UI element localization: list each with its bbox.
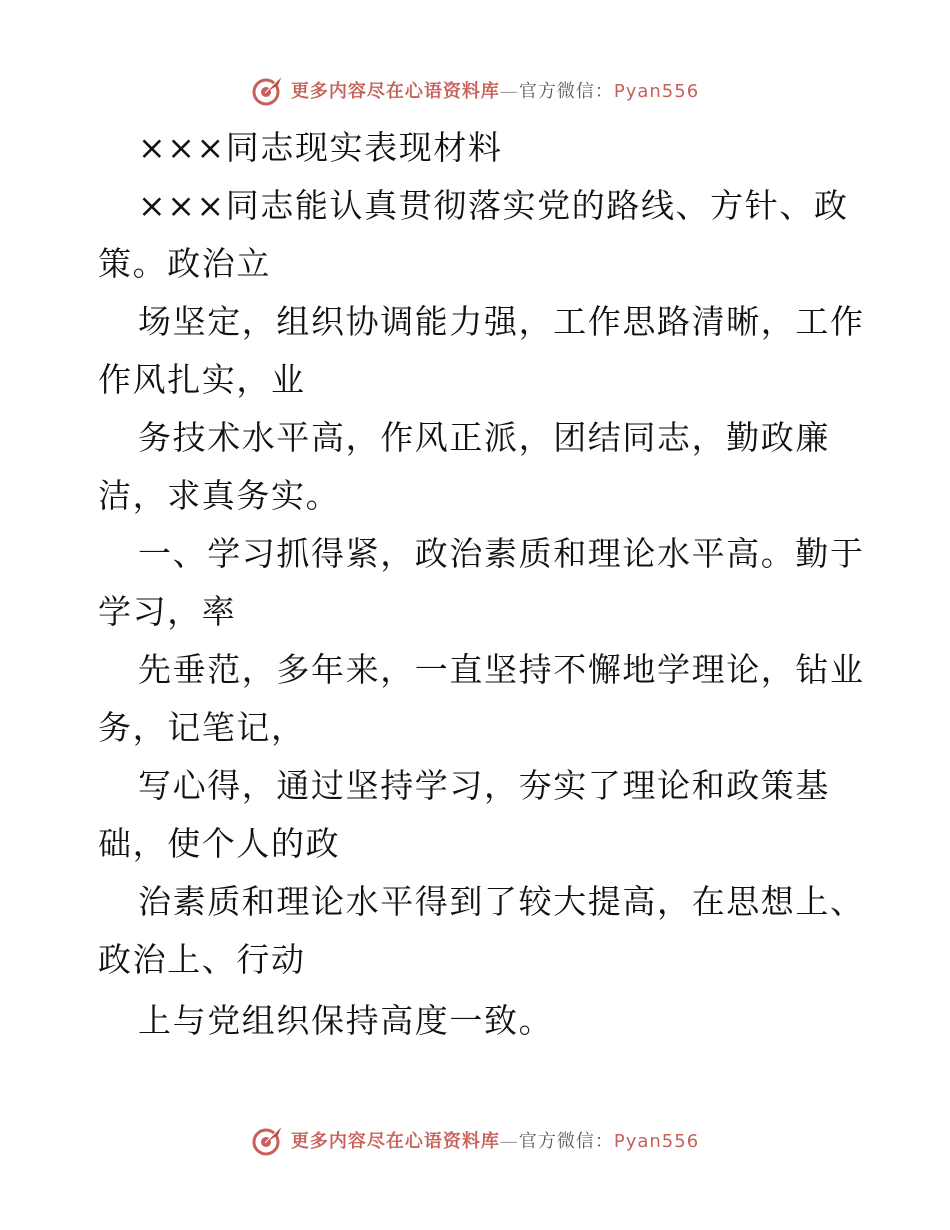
watermark-sub: 官方微信： — [518, 1131, 614, 1152]
paragraph-line: 治素质和理论水平得到了较大提高，在思想上、 — [138, 882, 865, 921]
paragraph-line: 上与党组织保持高度一致。 — [138, 1001, 554, 1040]
footer-watermark — [0, 1120, 950, 1160]
paragraph-line: 务技术水平高，作风正派，团结同志，勤政廉 — [138, 418, 830, 457]
watermark-sub: 官方微信： — [518, 81, 614, 102]
paragraph-line: ×××同志能认真贯彻落实党的路线、方针、政 — [138, 186, 849, 225]
paragraph-line: 场坚定，组织协调能力强，工作思路清晰，工作 — [138, 302, 865, 341]
paragraph-line: 一、学习抓得紧，政治素质和理论水平高。勤于 — [138, 534, 865, 573]
paragraph-line: 务，记笔记， — [98, 708, 306, 747]
watermark-id: Pyan556 — [613, 1131, 700, 1152]
paragraph-line: 学习，率 — [98, 592, 237, 631]
paragraph-line: 策。政治立 — [98, 244, 271, 283]
watermark-text — [291, 1127, 699, 1153]
paragraph-line: 作风扎实，业 — [98, 360, 306, 399]
watermark-main: 更多内容尽在心语资料库 — [290, 1131, 500, 1152]
paragraph-line: 础，使个人的政 — [98, 824, 341, 863]
watermark-text — [291, 77, 699, 103]
quill-logo-icon — [251, 73, 285, 107]
quill-logo-icon — [251, 1123, 285, 1157]
watermark-dash: — — [499, 81, 519, 102]
watermark-main: 更多内容尽在心语资料库 — [290, 81, 500, 102]
watermark-id: Pyan556 — [613, 81, 700, 102]
document-title: ×××同志现实表现材料 — [138, 128, 503, 167]
paragraph-line: 写心得，通过坚持学习，夯实了理论和政策基 — [138, 766, 830, 805]
paragraph-line: 洁，求真务实。 — [98, 476, 341, 515]
header-watermark — [0, 70, 950, 110]
paragraph-line: 先垂范，多年来，一直坚持不懈地学理论，钻业 — [138, 650, 865, 689]
watermark-dash: — — [499, 1131, 519, 1152]
paragraph-line: 政治上、行动 — [98, 940, 306, 979]
